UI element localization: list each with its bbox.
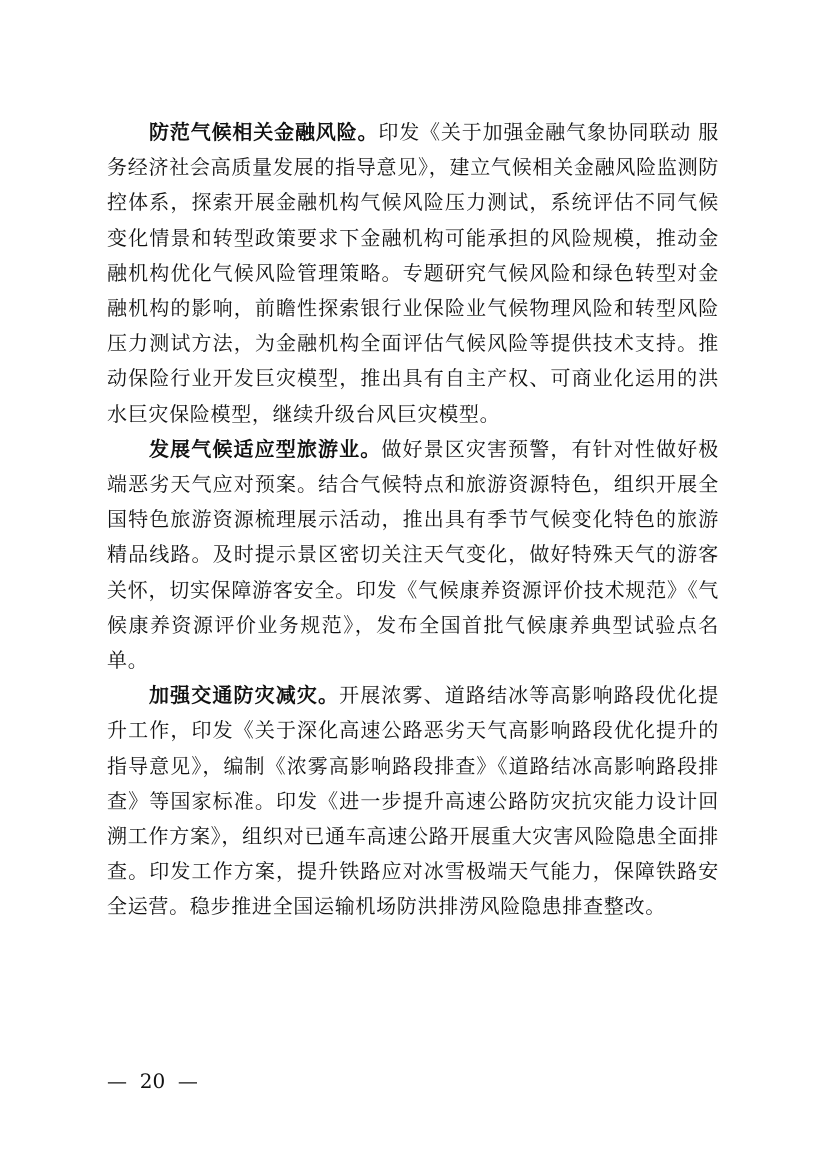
document-body xyxy=(107,115,719,925)
paragraph-climate-finance-risk xyxy=(107,115,719,432)
paragraph-text: 印发《关于加强金融气象协同联动 服务经济社会高质量发展的指导意见》，建立气候相关金融风险监测防控体系，探索开展金融机构气候风险压力测试，系统评估不同气候变化情景和转型政策要求下金融机构可能承担的风险规模，推动金融机构优化气候风险管理策略。专题研究气候风险和绿色转型对金融机构的影响，前瞻性探索银行业保险业气候物理风险和转型风险压力测试方法，为金融机构全面评估气候风险等提供技术支持。推动保险行业开发巨灾模型，推出具有自主产权、可商业化运用的洪水巨灾保险模型，继续升级台风巨灾模型。 xyxy=(107,120,719,426)
paragraph-text: 做好景区灾害预警，有针对性做好极端恶劣天气应对预案。结合气候特点和旅游资源特色，组织开展全国特色旅游资源梳理展示活动，推出具有季节气候变化特色的旅游精品线路。及时提示景区密切关注天气变化，做好特殊天气的游客关怀，切实保障游客安全。印发《气候康养资源评价技术规范》《气候康养资源评价业务规范》，发布全国首批气候康养典型试验点名单。 xyxy=(107,436,720,673)
paragraph-heading: 加强交通防灾减灾。 xyxy=(149,683,340,708)
paragraph-text: 开展浓雾、道路结冰等高影响路段优化提升工作，印发《关于深化高速公路恶劣天气高影响路段优化提升的指导意见》，编制《浓雾高影响路段排查》《道路结冰高影响路段排查》等国家标准。印发《进一步提升高速公路防灾抗灾能力设计回溯工作方案》，组织对已通车高速公路开展重大灾害风险隐患全面排查。印发工作方案，提升铁路应对冰雪极端天气能力，保障铁路安全运营。稳步推进全国运输机场防洪排涝风险隐患排查整改。 xyxy=(107,683,719,919)
page-number: — 20 — xyxy=(107,1069,198,1093)
paragraph-heading: 防范气候相关金融风险。 xyxy=(149,120,379,144)
paragraph-climate-tourism xyxy=(107,432,719,678)
paragraph-heading: 发展气候适应型旅游业。 xyxy=(149,436,382,461)
paragraph-transport-disaster xyxy=(107,678,719,924)
